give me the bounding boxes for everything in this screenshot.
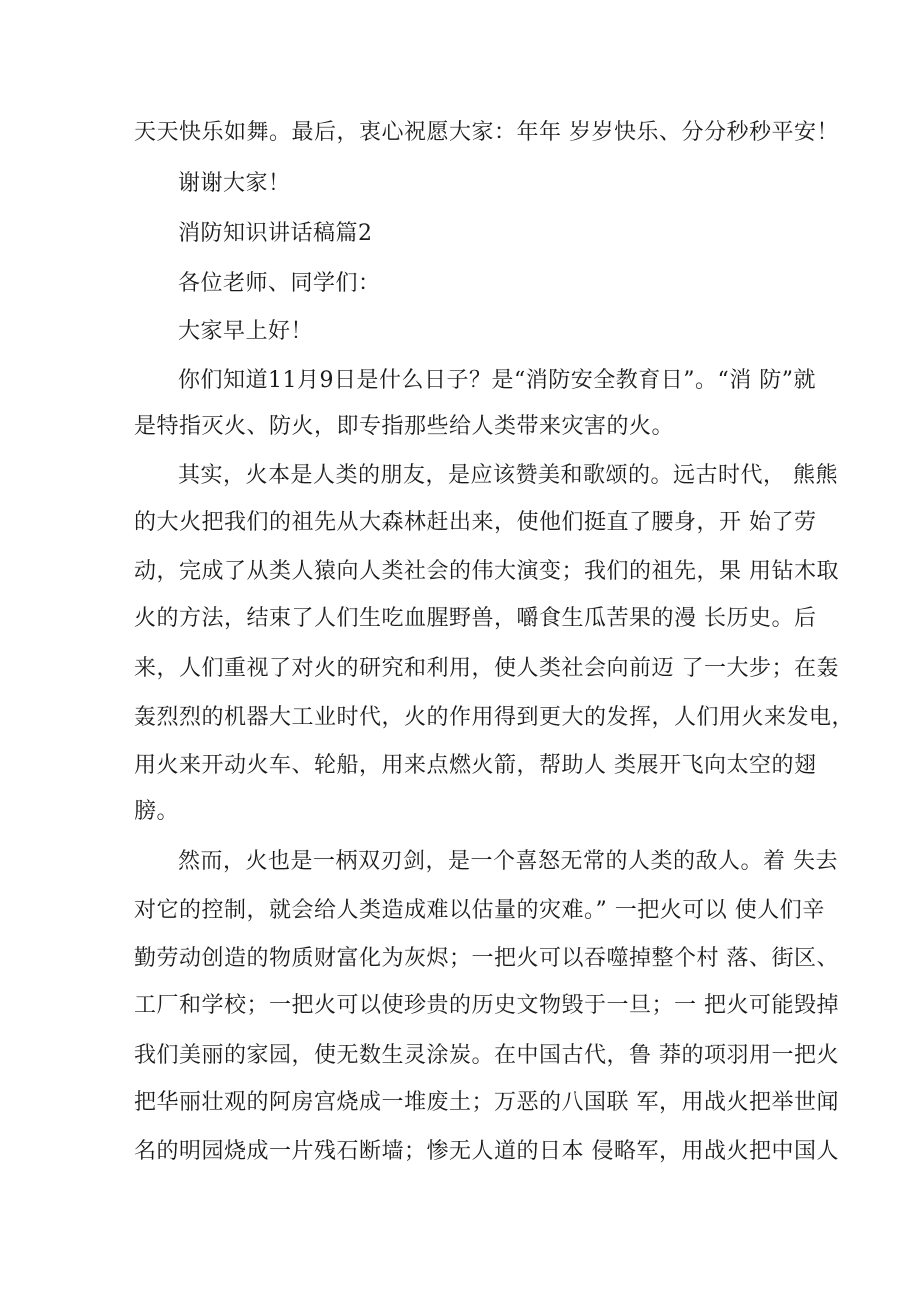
paragraph-2-line-3: 动，完成了从类人猿向人类社会的伟大演变；我们的祖先，果 用钻木取	[134, 559, 839, 584]
text-line-closing: 天天快乐如舞。最后，衷心祝愿大家：年年 岁岁快乐、分分秒秒平安！	[134, 120, 839, 145]
paragraph-3-line-5: 我们美丽的家园，使无数生灵涂炭。在中国古代，鲁 莽的项羽用一把火	[134, 1043, 839, 1068]
paragraph-2-line-4: 火的方法，结束了人们生吃血腥野兽，嚼食生瓜苦果的漫 长历史。后	[134, 606, 817, 631]
paragraph-3-line-3: 勤劳动创造的物质财富化为灰烬；一把火可以吞噬掉整个村 落、街区、	[134, 946, 839, 971]
paragraph-2-line-1: 其实，火本是人类的朋友，是应该赞美和歌颂的。远古时代， 熊熊	[178, 463, 838, 488]
paragraph-3-line-2: 对它的控制，就会给人类造成难以估量的灾难。” 一把火可以 使人们辛	[134, 898, 825, 923]
paragraph-1-line-2: 是特指灭火、防火，即专指那些给人类带来灾害的火。	[134, 414, 675, 439]
paragraph-3-line-4: 工厂和学校；一把火可以使珍贵的历史文物毁于一旦；一 把火可能毁掉	[134, 993, 839, 1018]
paragraph-3-line-7: 名的明园烧成一片残石断墙；惨无人道的日本 侵略军，用战火把中国人	[134, 1139, 839, 1164]
paragraph-2-line-8: 膀。	[134, 799, 180, 824]
section-heading: 消防知识讲话稿篇2	[178, 221, 373, 246]
text-line-thanks: 谢谢大家！	[178, 171, 291, 196]
paragraph-2-line-2: 的大火把我们的祖先从大森林赶出来，使他们挺直了腰身，开 始了劳	[134, 510, 817, 535]
paragraph-3-line-6: 把华丽壮观的阿房宫烧成一堆废土；万恶的八国联 军，用战火把举世闻	[134, 1090, 839, 1115]
greeting-line: 大家早上好！	[178, 319, 314, 344]
paragraph-2-line-6: 轰烈烈的机器大工业时代，火的作用得到更大的发挥，人们用火来发电，	[134, 705, 855, 730]
paragraph-3-line-1: 然而，火也是一柄双刃剑，是一个喜怒无常的人类的敌人。着 失去	[178, 849, 838, 874]
salutation-line: 各位老师、同学们：	[178, 271, 381, 296]
paragraph-1-line-1: 你们知道11月9日是什么日子？是“消防安全教育日”。“消 防”就	[178, 368, 816, 393]
paragraph-2-line-7: 用火来开动火车、轮船，用来点燃火箭，帮助人 类展开飞向太空的翅	[134, 753, 817, 778]
paragraph-2-line-5: 来，人们重视了对火的研究和利用，使人类社会向前迈 了一大步；在轰	[134, 656, 839, 681]
